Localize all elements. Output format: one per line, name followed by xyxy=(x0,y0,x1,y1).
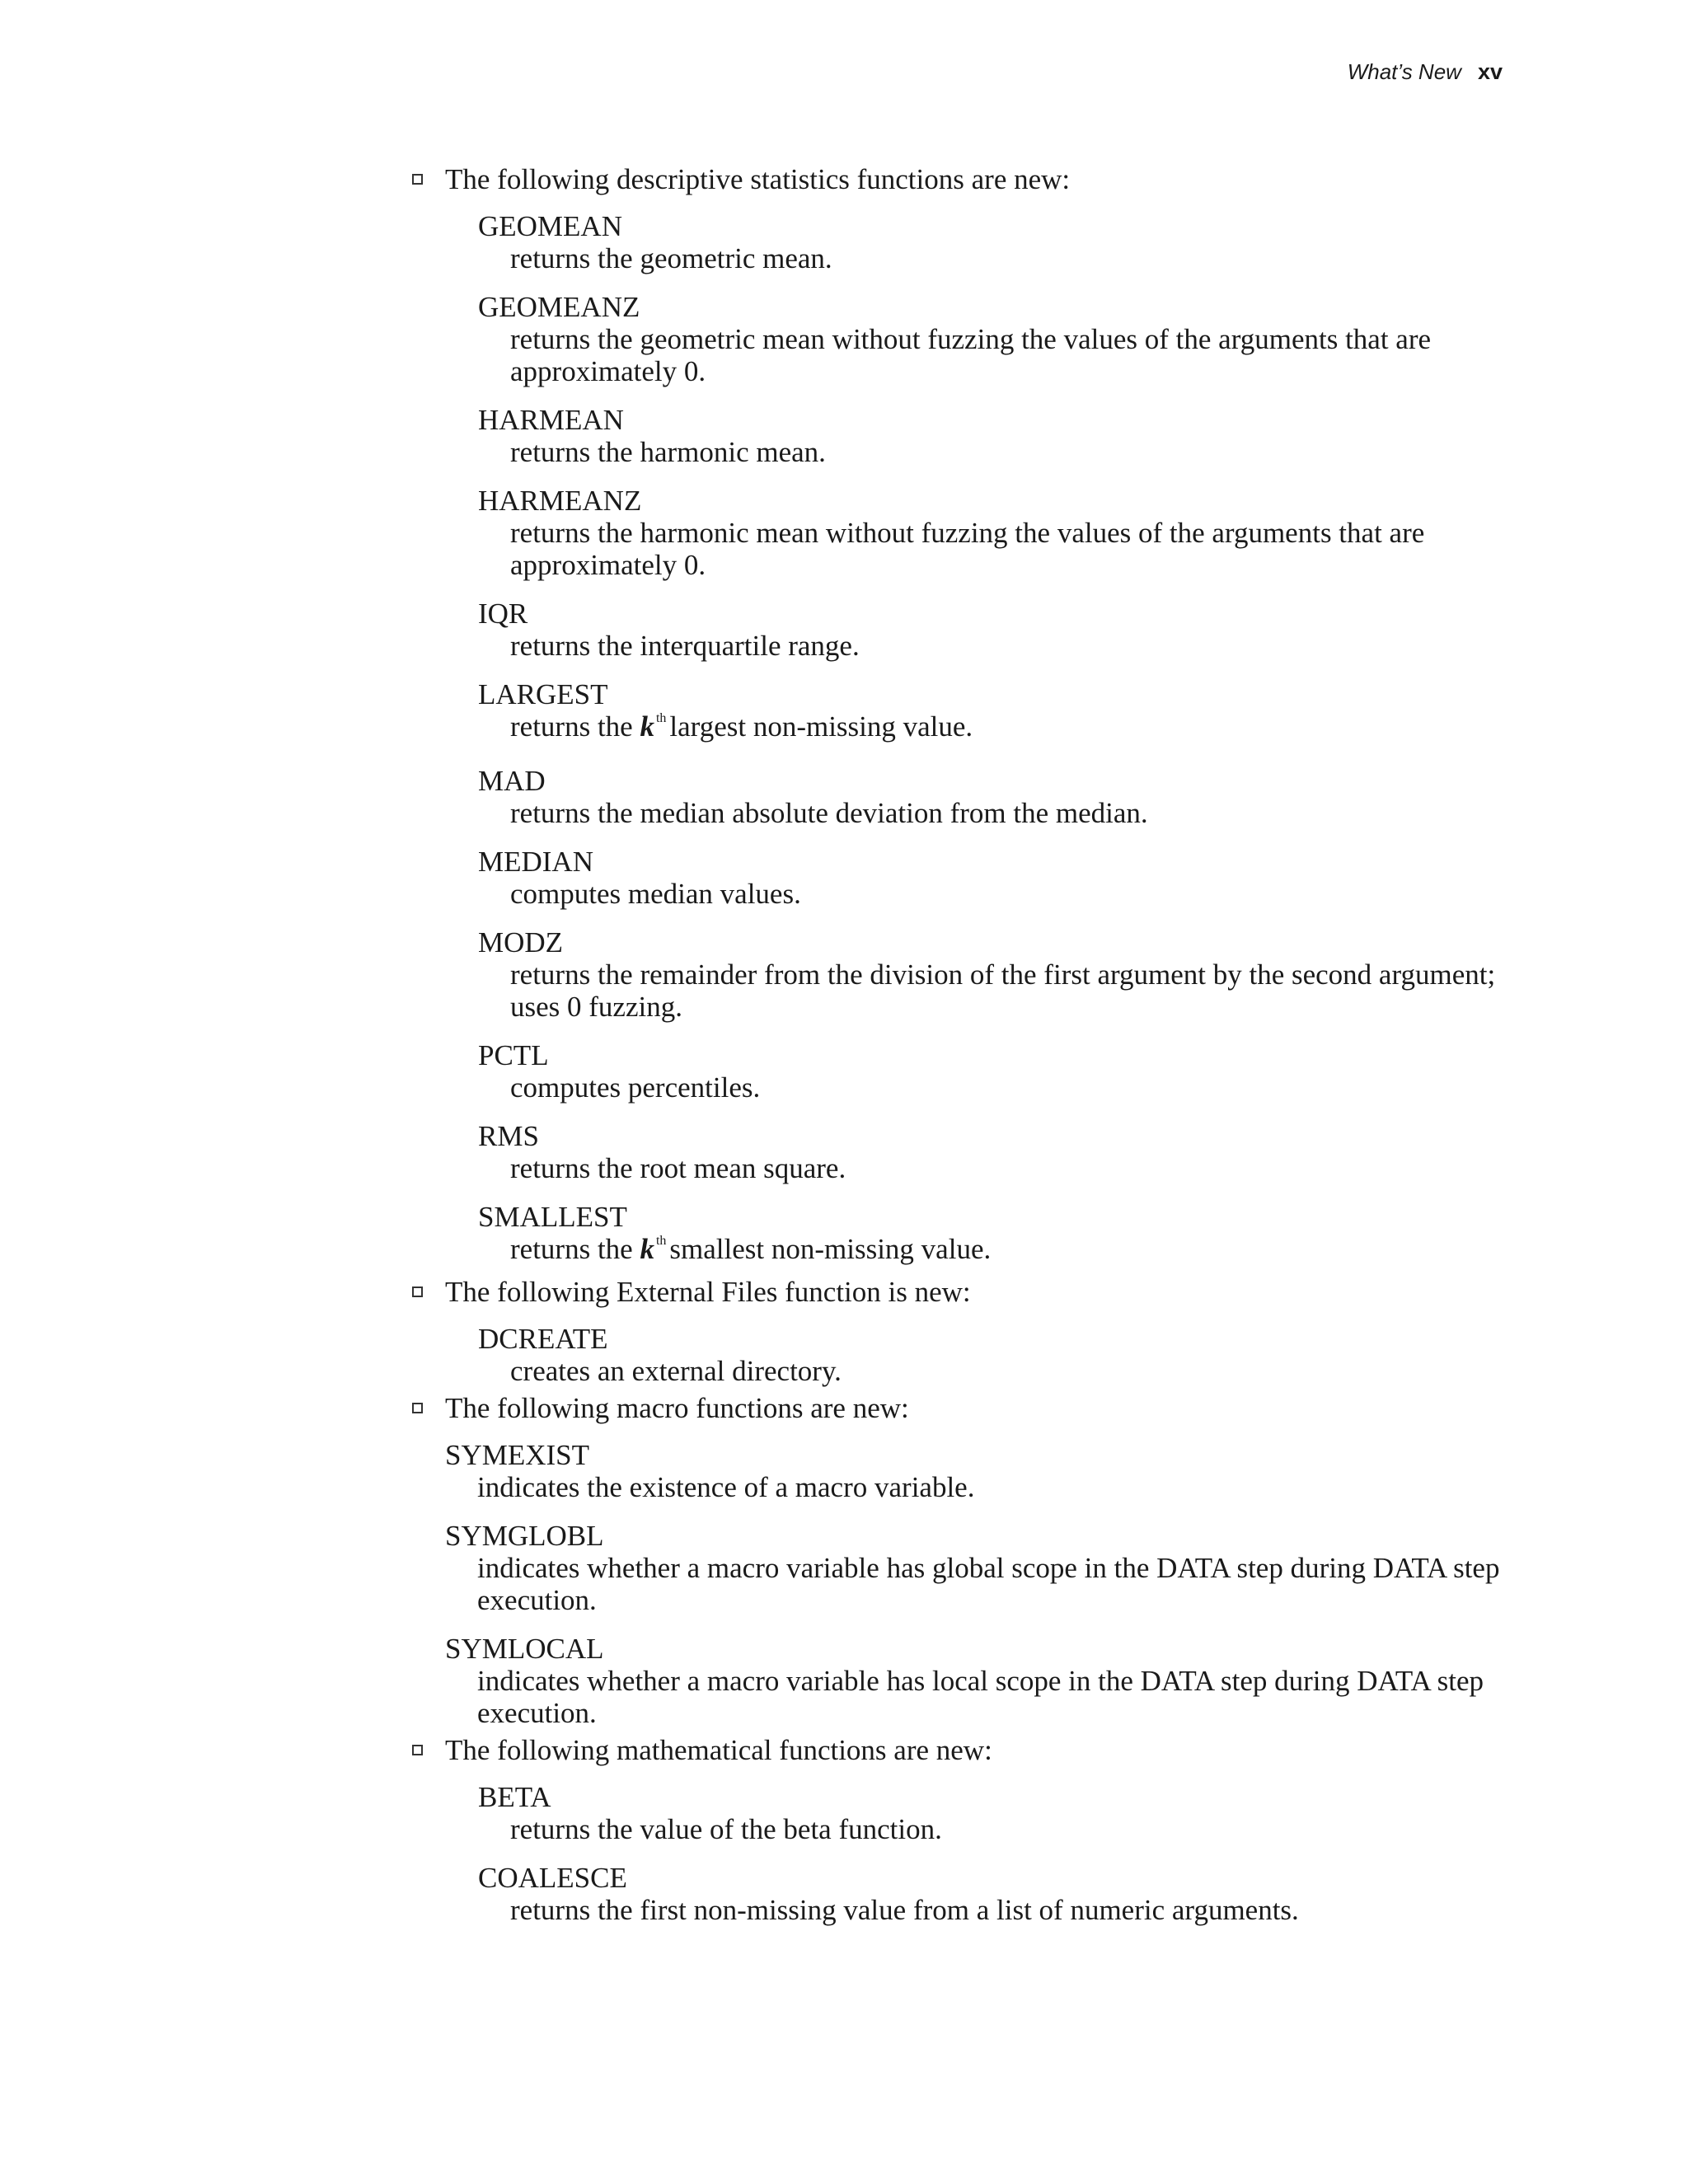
function-list xyxy=(445,210,1521,1271)
function-name: COALESCE xyxy=(478,1862,627,1894)
function-entry xyxy=(478,404,1521,468)
function-entry xyxy=(478,485,1521,581)
function-name: HARMEANZ xyxy=(478,485,642,517)
function-name: MAD xyxy=(478,765,546,797)
function-description: returns the root mean square. xyxy=(510,1152,846,1184)
page-body xyxy=(412,163,1521,1926)
checkbox-bullet-icon xyxy=(412,1403,423,1413)
function-description: indicates whether a macro variable has global scope in the DATA step during DATA step execution. xyxy=(477,1552,1500,1616)
function-description: returns the first non-missing value from a list of numeric arguments. xyxy=(510,1894,1299,1926)
bullet-mathematical-functions xyxy=(412,1734,1521,1926)
function-entry xyxy=(478,1862,1521,1926)
function-entry xyxy=(478,1201,1521,1271)
page-number: xv xyxy=(1477,59,1503,84)
description-text: returns the xyxy=(510,710,633,743)
function-name: HARMEAN xyxy=(478,404,624,436)
function-name: GEOMEAN xyxy=(478,210,622,242)
variable-k: k xyxy=(640,710,654,743)
function-entry xyxy=(478,926,1521,1023)
function-entry xyxy=(478,210,1521,274)
function-description: computes percentiles. xyxy=(510,1071,761,1104)
function-name: LARGEST xyxy=(478,678,608,710)
function-description: indicates whether a macro variable has local scope in the DATA step during DATA step execution. xyxy=(477,1665,1484,1729)
function-list xyxy=(445,1323,1521,1387)
function-description: returns the interquartile range. xyxy=(510,630,860,662)
function-entry xyxy=(478,765,1521,829)
function-description: returns the geometric mean. xyxy=(510,242,832,274)
function-description xyxy=(478,1233,1521,1271)
function-name: IQR xyxy=(478,598,528,630)
function-entry xyxy=(478,1120,1521,1184)
function-name: BETA xyxy=(478,1781,551,1813)
bullet-intro: The following macro functions are new: xyxy=(445,1392,909,1424)
function-entry xyxy=(445,1633,1521,1729)
function-description: returns the value of the beta function. xyxy=(510,1813,942,1845)
checkbox-bullet-icon xyxy=(412,1745,423,1755)
function-name: SYMEXIST xyxy=(445,1439,590,1471)
bullet-macro-functions xyxy=(412,1392,1521,1729)
running-header xyxy=(1348,59,1503,85)
checkbox-bullet-icon xyxy=(412,1286,423,1297)
function-description: returns the remainder from the division of the first argument by the second argument; uses 0 fuzzing. xyxy=(510,958,1496,1023)
function-list xyxy=(445,1781,1521,1926)
function-list xyxy=(445,1439,1521,1729)
function-description: computes median values. xyxy=(510,878,801,910)
superscript-th: th xyxy=(655,711,667,725)
section-title: What’s New xyxy=(1347,59,1461,84)
function-entry xyxy=(478,846,1521,910)
function-name: DCREATE xyxy=(478,1323,608,1355)
function-entry xyxy=(478,598,1521,662)
function-entry xyxy=(445,1520,1521,1616)
function-name: GEOMEANZ xyxy=(478,291,640,323)
superscript-th: th xyxy=(655,1234,667,1248)
variable-k: k xyxy=(640,1233,654,1265)
function-name: SYMGLOBL xyxy=(445,1520,604,1552)
function-description: returns the geometric mean without fuzzing the values of the arguments that are approximately 0. xyxy=(510,323,1432,387)
function-entry xyxy=(478,1323,1521,1387)
description-text: returns the xyxy=(510,1233,633,1265)
bullet-descriptive-statistics xyxy=(412,163,1521,1271)
function-description xyxy=(478,710,1521,748)
function-entry xyxy=(478,291,1521,387)
checkbox-bullet-icon xyxy=(412,174,423,185)
function-description: creates an external directory. xyxy=(510,1355,842,1387)
bullet-intro: The following descriptive statistics functions are new: xyxy=(445,163,1071,195)
function-entry xyxy=(445,1439,1521,1503)
function-name: PCTL xyxy=(478,1039,549,1071)
function-entry xyxy=(478,678,1521,748)
function-entry xyxy=(478,1781,1521,1845)
function-description: returns the harmonic mean without fuzzing the values of the arguments that are approximately 0. xyxy=(510,517,1425,581)
function-description: indicates the existence of a macro variable. xyxy=(477,1471,975,1503)
bullet-intro: The following External Files function is new: xyxy=(445,1276,971,1308)
function-entry xyxy=(478,1039,1521,1104)
function-name: MODZ xyxy=(478,926,564,958)
function-description: returns the harmonic mean. xyxy=(510,436,826,468)
bullet-intro: The following mathematical functions are new: xyxy=(445,1734,992,1766)
bullet-external-files xyxy=(412,1276,1521,1387)
description-text: smallest non-missing value. xyxy=(669,1233,992,1265)
function-name: SMALLEST xyxy=(478,1201,627,1233)
function-name: RMS xyxy=(478,1120,539,1152)
function-description: returns the median absolute deviation from the median. xyxy=(510,797,1148,829)
function-name: MEDIAN xyxy=(478,846,593,878)
function-name: SYMLOCAL xyxy=(445,1633,604,1665)
description-text: largest non-missing value. xyxy=(669,710,973,743)
